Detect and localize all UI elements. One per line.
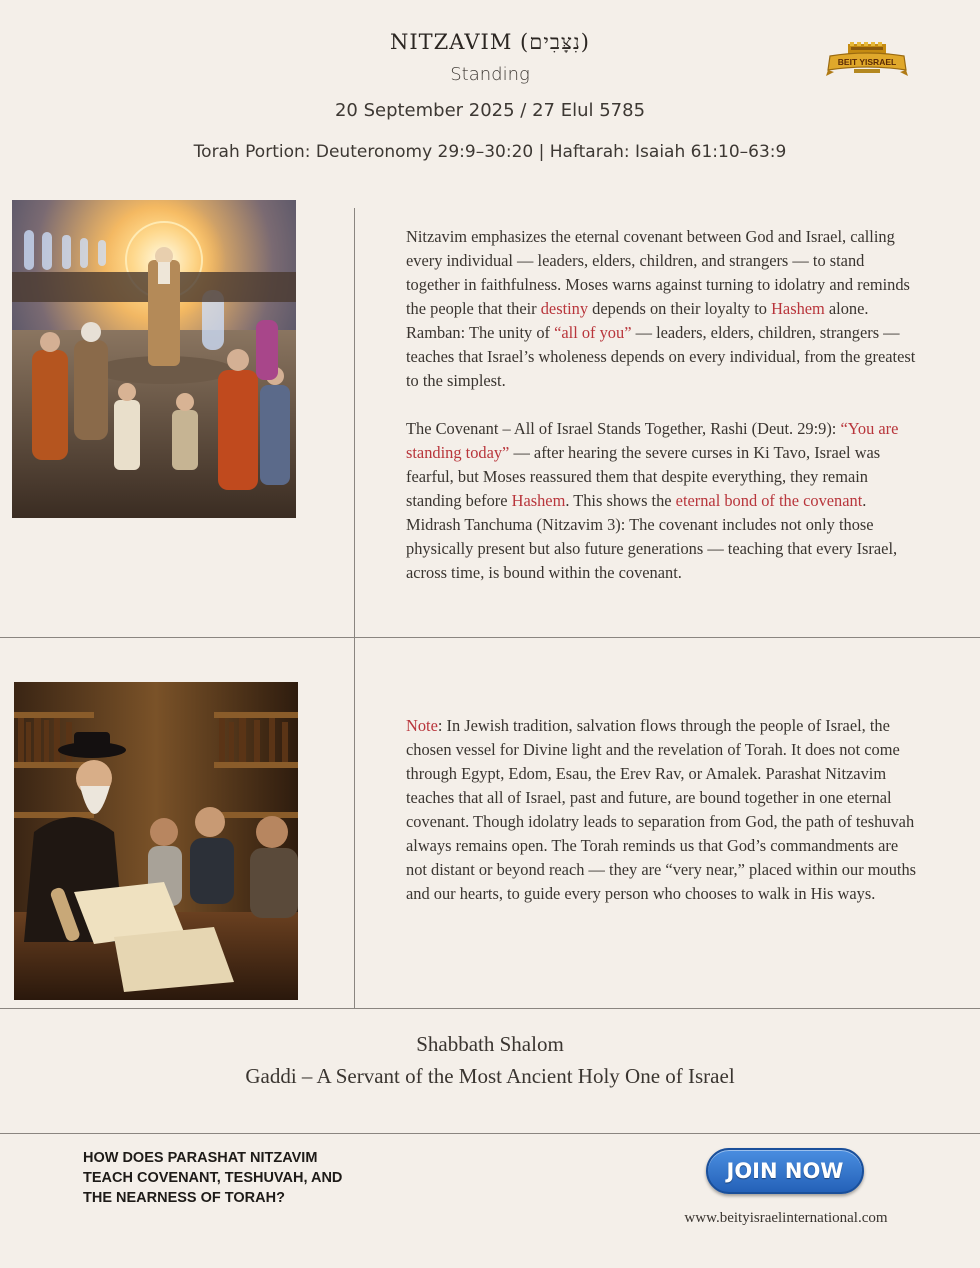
column-divider-top: [354, 208, 355, 638]
section-divider: [0, 1008, 980, 1009]
column-divider-bottom: [354, 638, 355, 1008]
join-now-button[interactable]: JOIN NOW: [706, 1148, 864, 1194]
torah-portion: Torah Portion: Deuteronomy 29:9–30:20 | Haftarah: Isaiah 61:10–63:9: [193, 142, 787, 162]
logo-text: BEIT YISRAEL: [837, 57, 897, 67]
section1-paragraph-1: Nitzavim emphasizes the eternal covenant between God and Israel, calling every individual — leaders, elders, children, and strangers — to stand together in faithfulness. Moses warns against turning to idolatry and reminds the people that their destiny depends on their loyalty to Hashem alone. Ramban: The unity of “all of you” — leaders, elders, children, strangers — teaches that Israel’s wholeness depends on every individual, from the greatest to the simplest.: [406, 227, 916, 390]
page-title: NITZAVIM (נִצָּבִים): [389, 30, 590, 54]
section2-note-paragraph: Note: In Jewish tradition, salvation flows through the people of Israel, the chosen vessel for Divine light and the revelation of Torah. It does not come through Egypt, Edom, Esau, the Erev Rav, or Amalek. Parashat Nitzavim teaches that all of Israel, past and future, are bound together in one eternal covenant. Though idolatry leads to separation from God, the path of teshuvah always remains open. The Torah reminds us that God’s commandments are not distant or beyond reach — they are “very near,” placed within our mouths and our hearts, to guide every person who chooses to walk in His ways.: [406, 716, 917, 903]
closing-greeting: Shabbath Shalom: [416, 1032, 564, 1056]
page-date: 20 September 2025 / 27 Elul 5785: [334, 100, 646, 121]
section-divider: [0, 637, 980, 638]
beit-yisrael-logo: [826, 42, 908, 80]
footer-divider: [0, 1133, 980, 1134]
closing-signature: Gaddi – A Servant of the Most Ancient Holy One of Israel: [245, 1064, 735, 1088]
logo-crown-icon: [848, 42, 886, 54]
page-subtitle: Standing: [450, 64, 530, 85]
covenant-assembly-illustration: [12, 200, 296, 518]
section1-paragraph-2: The Covenant – All of Israel Stands Together, Rashi (Deut. 29:9): “You are standing today” — after hearing the severe curses in Ki Tavo, Israel was fearful, but Moses reassured them that despite everything, they remain standing before Hashem. This shows the eternal bond of the covenant. Midrash Tanchuma (Nitzavim 3): The covenant includes not only those physically present but also future generations — teaching that every Israel, across time, is bound within the covenant.: [406, 419, 899, 582]
footer-question: HOW DOES PARASHAT NITZAVIM TEACH COVENANT, TESHUVAH, AND THE NEARNESS OF TORAH?: [83, 1150, 343, 1206]
website-link[interactable]: www.beityisraelinternational.com: [684, 1210, 888, 1226]
rabbi-teaching-illustration: [14, 682, 298, 1000]
